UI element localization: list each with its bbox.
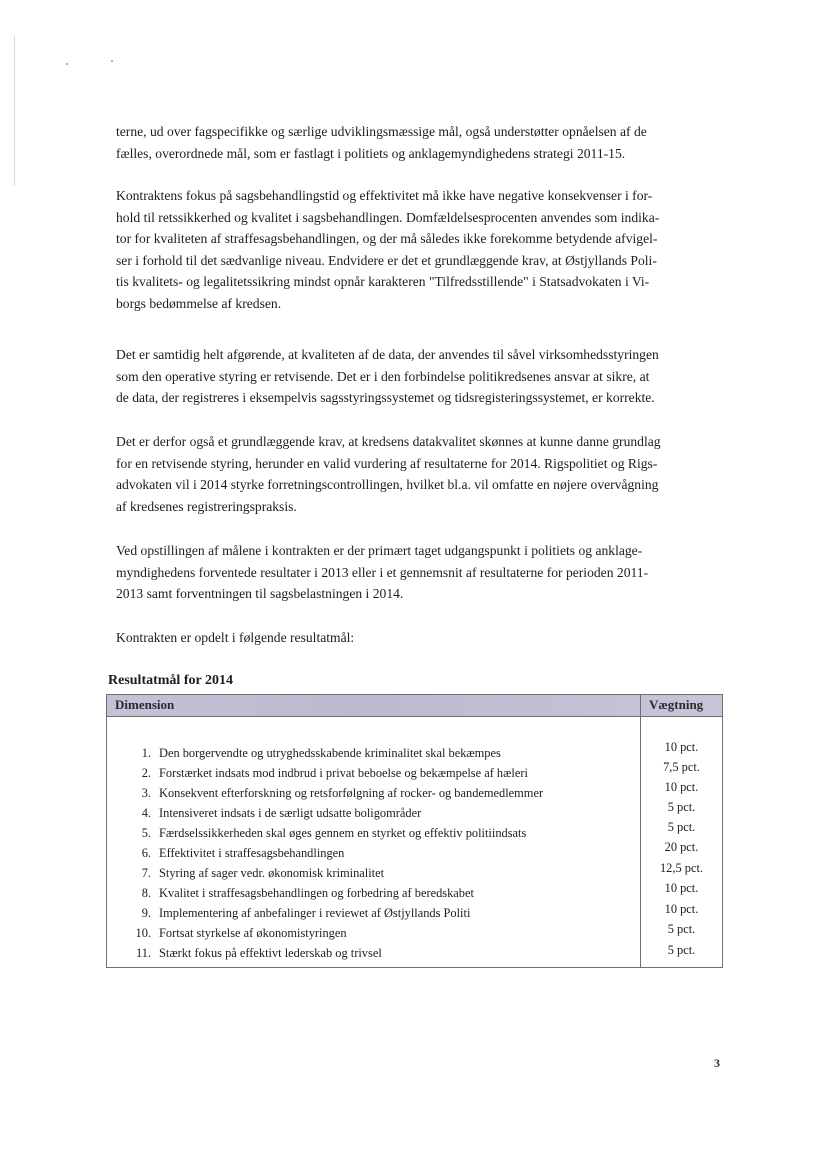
row-weight: 7,5 pct. xyxy=(663,760,700,774)
paragraph-2 xyxy=(116,185,728,315)
row-label: Intensiveret indsats i de særligt udsatte boligområder xyxy=(159,806,422,820)
row-number: 7. xyxy=(141,866,151,880)
row-weight: 10 pct. xyxy=(664,740,699,754)
row-weight: 10 pct. xyxy=(664,902,699,916)
row-label: Den borgervendte og utryghedsskabende kriminalitet skal bekæmpes xyxy=(159,746,501,760)
paragraph-6 xyxy=(116,627,728,649)
table-header xyxy=(107,695,722,717)
row-label: Kvalitet i straffesagsbehandlingen og forbedring af beredskabet xyxy=(159,886,474,900)
text-line: tis kvalitets- og legalitetssikring mindst opnår karakteren "Tilfredsstillende" i Statsadvokaten i Vi- xyxy=(116,274,650,290)
row-weight: 10 pct. xyxy=(664,881,699,895)
table-row xyxy=(107,843,640,863)
text-line: 2013 samt forventningen til sagsbelastningen i 2014. xyxy=(116,586,404,602)
text-line: for en retvisende styring, herunder en valid vurdering af resultaterne for 2014. Rigspolitiet og Rigs- xyxy=(116,455,658,471)
row-weight: 5 pct. xyxy=(667,922,696,936)
row-label: Styring af sager vedr. økonomisk kriminalitet xyxy=(159,866,385,880)
row-number: 6. xyxy=(141,846,151,860)
row-weight: 12,5 pct. xyxy=(659,861,704,875)
header-weight: Vægtning xyxy=(649,697,704,712)
row-number: 5. xyxy=(141,826,151,840)
row-label: Færdselssikkerheden skal øges gennem en styrket og effektiv politiindsats xyxy=(159,826,527,840)
row-weight: 10 pct. xyxy=(664,780,699,794)
header-dimension: Dimension xyxy=(115,697,175,712)
text-line: fælles, overordnede mål, som er fastlagt i politiets og anklagemyndighedens strategi 2011-15. xyxy=(116,145,626,161)
row-weight: 5 pct. xyxy=(667,820,696,834)
row-label: Stærkt fokus på effektivt lederskab og trivsel xyxy=(159,946,382,960)
results-table xyxy=(106,694,723,968)
text-line: ser i forhold til det sædvanlige niveau. Endvidere er det et grundlæggende krav, at Østjyllands Poli- xyxy=(116,252,657,268)
table-row xyxy=(107,763,640,783)
row-weight: 5 pct. xyxy=(667,800,696,814)
paragraph-1 xyxy=(116,121,728,164)
text-line: af kredsenes registreringspraksis. xyxy=(116,498,297,514)
text-line: terne, ud over fagspecifikke og særlige udviklingsmæssige mål, også understøtter opnåelsen af de xyxy=(116,124,647,139)
row-label: Effektivitet i straffesagsbehandlingen xyxy=(159,846,345,860)
row-number: 8. xyxy=(141,886,151,900)
row-label: Forstærket indsats mod indbrud i privat beboelse og bekæmpelse af hæleri xyxy=(159,766,528,780)
table-row xyxy=(107,883,640,903)
row-number: 2. xyxy=(141,766,151,780)
paragraph-5 xyxy=(116,540,728,605)
row-label: Fortsat styrkelse af økonomistyringen xyxy=(159,926,347,940)
text-line: Det er derfor også et grundlæggende krav, at kredsens datakvalitet skønnes at kunne danne grundlag xyxy=(116,434,661,449)
table-row xyxy=(107,863,640,883)
table-row xyxy=(107,923,640,943)
text-line: advokaten vil i 2014 styrke forretningscontrollingen, hvilket bl.a. vil omfatte en nøjere overvågning xyxy=(116,477,659,493)
text-line: tor for kvaliteten af straffesagsbehandlingen, og der må således ikke forekomme betydende afvigel- xyxy=(116,231,658,247)
row-label: Implementering af anbefalinger i reviewet af Østjyllands Politi xyxy=(159,906,471,920)
row-label: Konsekvent efterforskning og retsforfølgning af rocker- og bandemedlemmer xyxy=(159,786,544,800)
text-line: borgs bedømmelse af kredsen. xyxy=(116,295,282,311)
text-line: hold til retssikkerhed og kvalitet i sagsbehandlingen. Domfældelsesprocenten anvendes som indika- xyxy=(116,209,660,225)
table-title: Resultatmål for 2014 xyxy=(108,673,233,688)
scan-speck xyxy=(111,60,113,62)
scan-speck xyxy=(66,63,68,65)
row-weight: 5 pct. xyxy=(667,943,696,957)
row-weight: 20 pct. xyxy=(664,840,699,854)
row-number: 4. xyxy=(141,806,151,820)
header-divider xyxy=(640,695,641,716)
page-number: 3 xyxy=(714,1056,720,1070)
row-number: 10. xyxy=(135,926,151,940)
text-line: myndighedens forventede resultater i 2013 eller i et gennemsnit af resultaterne for perioden 2011- xyxy=(116,564,649,580)
text-line: Det er samtidig helt afgørende, at kvaliteten af de data, der anvendes til såvel virksomhedsstyringen xyxy=(116,347,659,362)
text-line: Kontrakten er opdelt i følgende resultatmål: xyxy=(116,630,355,645)
table-row xyxy=(107,743,640,763)
table-row xyxy=(107,823,640,843)
scan-edge-mark xyxy=(14,36,15,186)
paragraph-3 xyxy=(116,344,728,409)
text-line: Ved opstillingen af målene i kontrakten er der primært taget udgangspunkt i politiets og anklage- xyxy=(116,543,643,558)
row-number: 11. xyxy=(135,946,151,960)
row-number: 9. xyxy=(141,906,151,920)
table-row xyxy=(107,903,640,923)
paragraph-4 xyxy=(116,431,728,517)
text-line: Kontraktens fokus på sagsbehandlingstid og effektivitet må ikke have negative konsekvenser i for- xyxy=(116,188,653,203)
table-row xyxy=(107,783,640,803)
text-line: de data, der registreres i eksempelvis sagsstyringssystemet og tidsregisteringssystemet, er korrekte. xyxy=(116,390,655,406)
row-number: 3. xyxy=(141,786,151,800)
table-row xyxy=(107,943,640,963)
row-number: 1. xyxy=(141,746,151,760)
table-row xyxy=(107,803,640,823)
text-line: som den operative styring er retvisende. Det er i den forbindelse politikredsenes ansvar at sikre, at xyxy=(116,368,650,384)
